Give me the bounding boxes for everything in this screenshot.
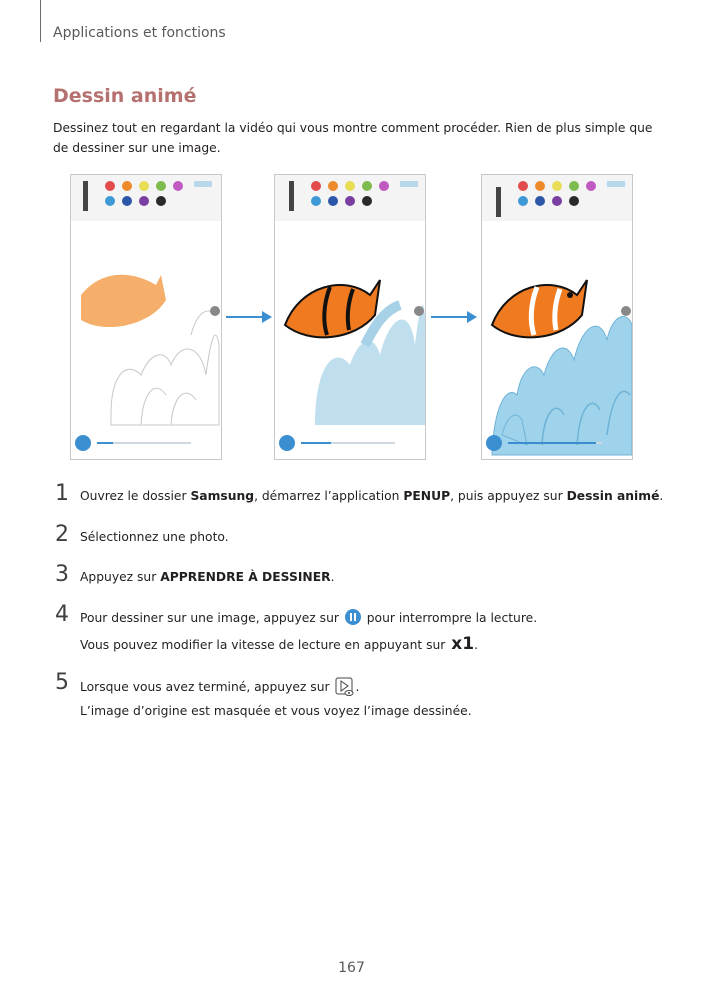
arrow-right-icon xyxy=(431,310,477,324)
screenshot-finished xyxy=(481,174,633,460)
section-header: Applications et fonctions xyxy=(53,25,226,41)
step-number: 5 xyxy=(55,670,69,695)
screenshot-sketch xyxy=(70,174,222,460)
arrow-right-icon xyxy=(226,310,272,324)
page-title: Dessin animé xyxy=(53,85,197,107)
step-text: Appuyez sur APPRENDRE À DESSINER. xyxy=(80,570,335,584)
step-text: Pour dessiner sur une image, appuyez sur pour interrompre la lecture. xyxy=(80,611,538,625)
header-rule xyxy=(40,0,41,42)
step-text: Lorsque vous avez terminé, appuyez sur . xyxy=(80,677,359,697)
pause-icon xyxy=(345,609,361,625)
play-reveal-icon xyxy=(335,677,355,697)
step-5-note: L’image d’origine est masquée et vous voyez l’image dessinée. xyxy=(80,704,472,718)
step-text: Ouvrez le dossier Samsung, démarrez l’application PENUP, puis appuyez sur Dessin animé. xyxy=(80,489,664,503)
step-number: 3 xyxy=(55,562,69,587)
page-number: 167 xyxy=(338,960,365,976)
step-number: 1 xyxy=(55,481,69,506)
step-number: 4 xyxy=(55,602,69,627)
step-4-note: Vous pouvez modifier la vitesse de lecture en appuyant sur x1. xyxy=(80,634,478,654)
step-text: Sélectionnez une photo. xyxy=(80,530,229,544)
intro-text: Dessinez tout en regardant la vidéo qui vous montre comment procéder. Rien de plus simple que de dessiner sur une image. xyxy=(53,121,653,155)
screenshot-coloring xyxy=(274,174,426,460)
speed-x1-icon: x1 xyxy=(451,634,475,654)
step-number: 2 xyxy=(55,522,69,547)
